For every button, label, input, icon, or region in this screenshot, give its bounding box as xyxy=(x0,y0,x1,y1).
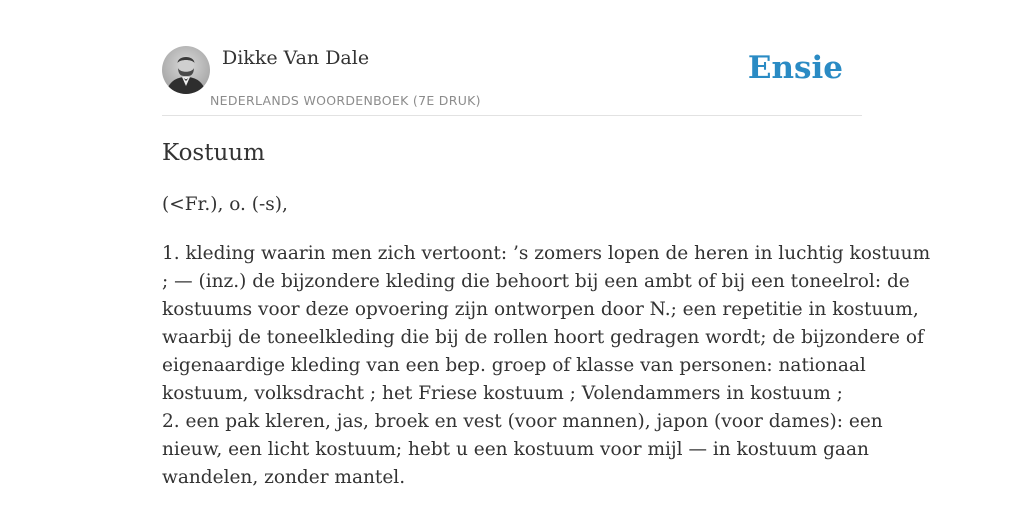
definition-line: waarbij de toneelkleding die bij de rollen hoort gedragen wordt; de bijzondere of xyxy=(162,327,924,348)
portrait-photo-icon xyxy=(162,46,210,94)
author-avatar[interactable] xyxy=(162,46,210,94)
entry-definition xyxy=(162,240,931,492)
definition-line: 2. een pak kleren, jas, broek en vest (voor mannen), japon (voor dames): een xyxy=(162,411,883,432)
definition-line: 1. kleding waarin men zich vertoont: ’s zomers lopen de heren in luchtig kostuum xyxy=(162,243,931,264)
definition-line: ; — (inz.) de bijzondere kleding die behoort bij een ambt of bij een toneelrol: de xyxy=(162,271,910,292)
page-header xyxy=(162,46,862,116)
definition-line: kostuums voor deze opvoering zijn ontworpen door N.; een repetitie in kostuum, xyxy=(162,299,919,320)
definition-line: eigenaardige kleding van een bep. groep of klasse van personen: nationaal xyxy=(162,355,866,376)
definition-line: wandelen, zonder mantel. xyxy=(162,467,406,488)
definition-line: nieuw, een licht kostuum; hebt u een kostuum voor mijl — in kostuum gaan xyxy=(162,439,869,460)
definition-line: kostuum, volksdracht ; het Friese kostuum ; Volendammers in kostuum ; xyxy=(162,383,843,404)
author-name[interactable]: Dikke Van Dale xyxy=(222,47,370,69)
brand-logo[interactable]: Ensie xyxy=(747,50,843,86)
source-title[interactable]: NEDERLANDS WOORDENBOEK (7E DRUK) xyxy=(210,93,481,108)
entry-grammar: (<Fr.), o. (-s), xyxy=(162,194,288,215)
entry-term: Kostuum xyxy=(162,140,265,166)
